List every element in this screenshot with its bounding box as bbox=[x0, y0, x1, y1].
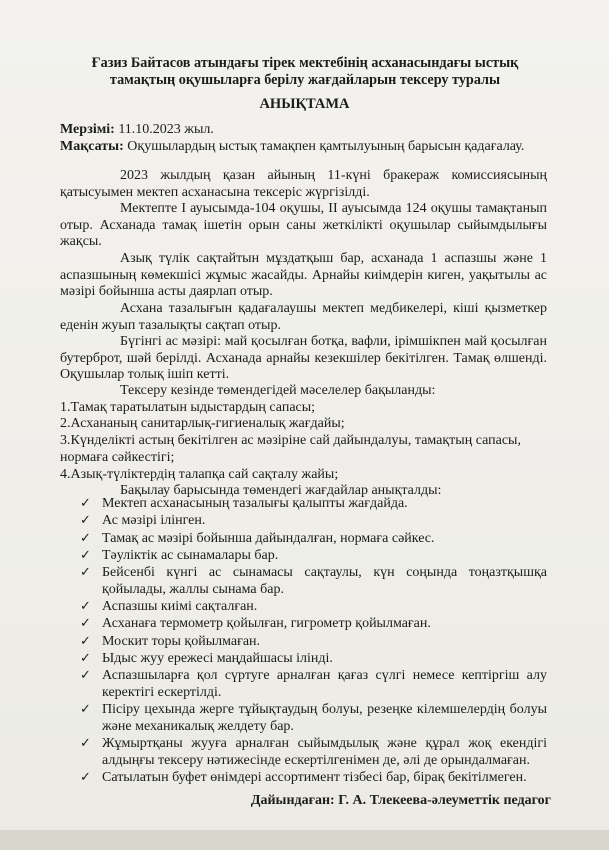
check-mark-icon: ✓ bbox=[80, 496, 91, 511]
finding-item: ✓ Бейсенбі күнгі ас сынамасы сақтаулы, күн соңында тоңазтқышқа қойылады, жаллы сынама бар. bbox=[80, 565, 547, 597]
issue-item: 4.Азық-түліктердің талапқа сай сақталу жайы; bbox=[60, 466, 339, 482]
check-mark-icon: ✓ bbox=[80, 668, 91, 684]
finding-item: ✓ Москит торы қойылмаған. bbox=[80, 633, 261, 649]
check-mark-icon: ✓ bbox=[80, 702, 91, 718]
check-mark-icon: ✓ bbox=[80, 565, 91, 581]
paragraph: Асхана тазалығын қадағалаушы мектеп медбикелері, кіші қызметкер еденін жуып тазалықты сақтап отыр. bbox=[60, 301, 547, 333]
date-line bbox=[60, 122, 214, 138]
purpose-line bbox=[60, 139, 524, 155]
check-mark-icon: ✓ bbox=[80, 599, 91, 615]
issue-item: 1.Тамақ таратылатын ыдыстардың сапасы; bbox=[60, 399, 316, 415]
issues-intro: Тексеру кезінде төмендегідей мәселелер бақыланды: bbox=[120, 383, 436, 398]
findings-intro: Бақылау барысында төмендегі жағдайлар анықталды: bbox=[120, 483, 442, 499]
check-mark-icon: ✓ bbox=[80, 651, 91, 667]
check-mark-icon: ✓ bbox=[80, 530, 91, 546]
finding-item: ✓ Тәуліктік ас сынамалары бар. bbox=[80, 547, 279, 563]
finding-item: ✓ Аспазшы киімі сақталған. bbox=[80, 599, 258, 615]
findings-list bbox=[80, 496, 547, 788]
date-label: Мерзімі: bbox=[60, 122, 115, 137]
check-mark-icon: ✓ bbox=[80, 633, 91, 649]
document-title: Ғазиз Байтасов атындағы тірек мектебінің асханасындағы ыстық тамақтың оқушыларға берілу жағдайларын тексеру туралы bbox=[91, 55, 519, 88]
page-bottom-edge bbox=[0, 830, 609, 850]
paragraph: Азық түлік сақтайтын мұздатқыш бар, асханада 1 аспазшы және 1 аспазшының көмекшісі жұмыс жасайды. Арнайы киімдерін киген, уақытылы ас мәзірі бойынша асты даярлап отыр. bbox=[60, 251, 547, 300]
date-value: 11.10.2023 жыл. bbox=[118, 122, 214, 137]
paragraph: 2023 жылдың қазан айының 11-күні бракераж комиссиясының қатысуымен мектеп асханасына тексеріс жүргізілді. bbox=[60, 168, 547, 200]
paragraph: Бүгінгі ас мәзірі: май қосылған ботқа, вафли, ірімшікпен май қосылған бутерброт, шәй берілді. Асханада арнайы кезекшілер бекітілген. Тамақ өлшенді. Оқушылар толық ішіп кетті. bbox=[60, 334, 547, 383]
signature: Дайындаған: Г. А. Тлекеева-әлеуметтік педагог bbox=[250, 793, 551, 808]
finding-item: ✓ Сатылатын буфет өнімдері ассортимент тізбесі бар, бірақ бекітілмеген. bbox=[80, 770, 527, 786]
finding-item: ✓ Ыдыс жуу ережесі маңдайшасы ілінді. bbox=[80, 651, 333, 667]
issues-list bbox=[60, 383, 547, 500]
check-mark-icon: ✓ bbox=[80, 547, 91, 563]
check-mark-icon: ✓ bbox=[80, 770, 91, 786]
check-mark-icon: ✓ bbox=[80, 513, 91, 529]
issue-item: 3.Күнделікті астың бекітілген ас мәзіріне сай дайындалуы, тамақтың сапасы, нормаға сәйкестігі; bbox=[60, 433, 521, 465]
finding-item: ✓ Пісіру цехында жерге тұйықтаудың болуы, резеңке кілемшелердің болуы және механикалық желдету бар. bbox=[80, 702, 547, 735]
document-heading: АНЫҚТАМА bbox=[259, 96, 350, 112]
paragraph: Мектепте I ауысымда-104 оқушы, II ауысымда 124 оқушы тамақтанып отыр. Асханада тамақ ішетін орын саны жеткілікті оқушылар сыйымдылығы жақсы. bbox=[60, 201, 547, 250]
issue-item: 2.Асхананың санитарлық-гигиеналық жағдайы; bbox=[60, 416, 345, 432]
finding-item: ✓ Ас мәзірі ілінген. bbox=[80, 513, 206, 529]
check-mark-icon: ✓ bbox=[80, 616, 91, 632]
finding-item: ✓ Тамақ ас мәзірі бойынша дайындалған, нормаға сәйкес. bbox=[80, 530, 435, 546]
check-mark-icon: ✓ bbox=[80, 736, 91, 752]
purpose-value: Оқушылардың ыстық тамақпен қамтылуының барысын қадағалау. bbox=[127, 139, 525, 154]
finding-item: ✓ Аспазшыларға қол сүртуге арналған қағаз сүлгі немесе кептіргіш алу керектігі ескертілді. bbox=[80, 668, 547, 701]
finding-item: ✓ Жұмыртқаны жууға арналған сыйымдылық және құрал жоқ екендігі алдыңғы тексеру нәтижесінде ескертілгенімен де, әлі де орындалмаған. bbox=[80, 736, 547, 769]
finding-item: ✓ Асханаға термометр қойылған, гигрометр қойылмаған. bbox=[80, 616, 431, 632]
finding-item: ✓ Мектеп асханасының тазалығы қалыпты жағдайда. bbox=[80, 496, 408, 511]
purpose-label: Мақсаты: bbox=[60, 139, 124, 154]
